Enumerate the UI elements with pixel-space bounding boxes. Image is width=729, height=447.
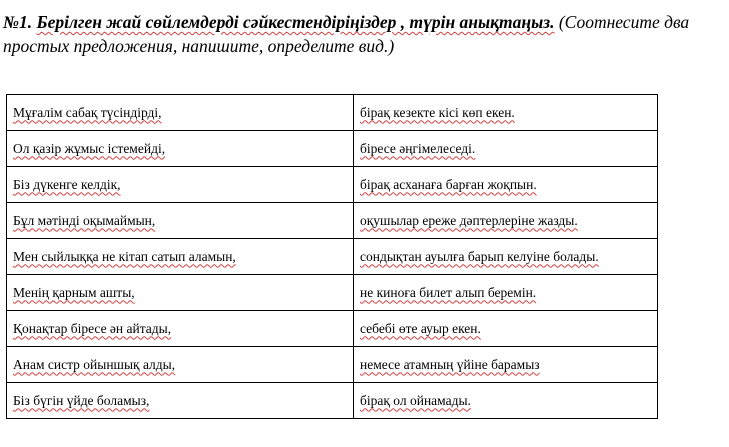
matching-table — [6, 94, 658, 419]
right-cell: себебі өте ауыр екен. — [354, 311, 658, 347]
table-row — [7, 311, 658, 347]
table-row — [7, 203, 658, 239]
task-translation: (Соотнесите два простых предложения, напишите, определите вид.) — [3, 12, 690, 56]
right-cell: біресе әңгімелеседі. — [354, 131, 658, 167]
right-cell: не киноға билет алып беремін. — [354, 275, 658, 311]
left-cell: Біз бүгін үйде боламыз, — [7, 383, 354, 419]
left-cell: Мен сыйлыққа не кітап сатып аламын, — [7, 239, 354, 275]
right-cell: сондықтан ауылға барып келуіне болады. — [354, 239, 658, 275]
table-row — [7, 167, 658, 203]
table-row — [7, 95, 658, 131]
right-cell: бірақ кезекте кісі көп екен. — [354, 95, 658, 131]
task-number: №1. — [3, 12, 33, 32]
right-cell: бірақ ол ойнамады. — [354, 383, 658, 419]
table-row — [7, 383, 658, 419]
right-cell: немесе атамның үйіне барамыз — [354, 347, 658, 383]
left-cell: Біз дүкенге келдік, — [7, 167, 354, 203]
task-heading — [3, 10, 725, 58]
left-cell: Ол қазір жұмыс істемейді, — [7, 131, 354, 167]
table-row — [7, 239, 658, 275]
right-cell: бірақ асханаға барған жоқпын. — [354, 167, 658, 203]
table-row — [7, 275, 658, 311]
left-cell: Қонақтар біресе ән айтады, — [7, 311, 354, 347]
left-cell: Анам систр ойыншық алды, — [7, 347, 354, 383]
left-cell: Менің қарным ашты, — [7, 275, 354, 311]
left-cell: Мұғалім сабақ түсіндірді, — [7, 95, 354, 131]
table-row — [7, 347, 658, 383]
right-cell: оқушылар ереже дәптерлеріне жазды. — [354, 203, 658, 239]
table-row — [7, 131, 658, 167]
task-instruction: Берілген жай сөйлемдерді сәйкестендіріңіздер , түрін анықтаңыз. — [36, 12, 555, 32]
left-cell: Бұл мәтінді оқымаймын, — [7, 203, 354, 239]
